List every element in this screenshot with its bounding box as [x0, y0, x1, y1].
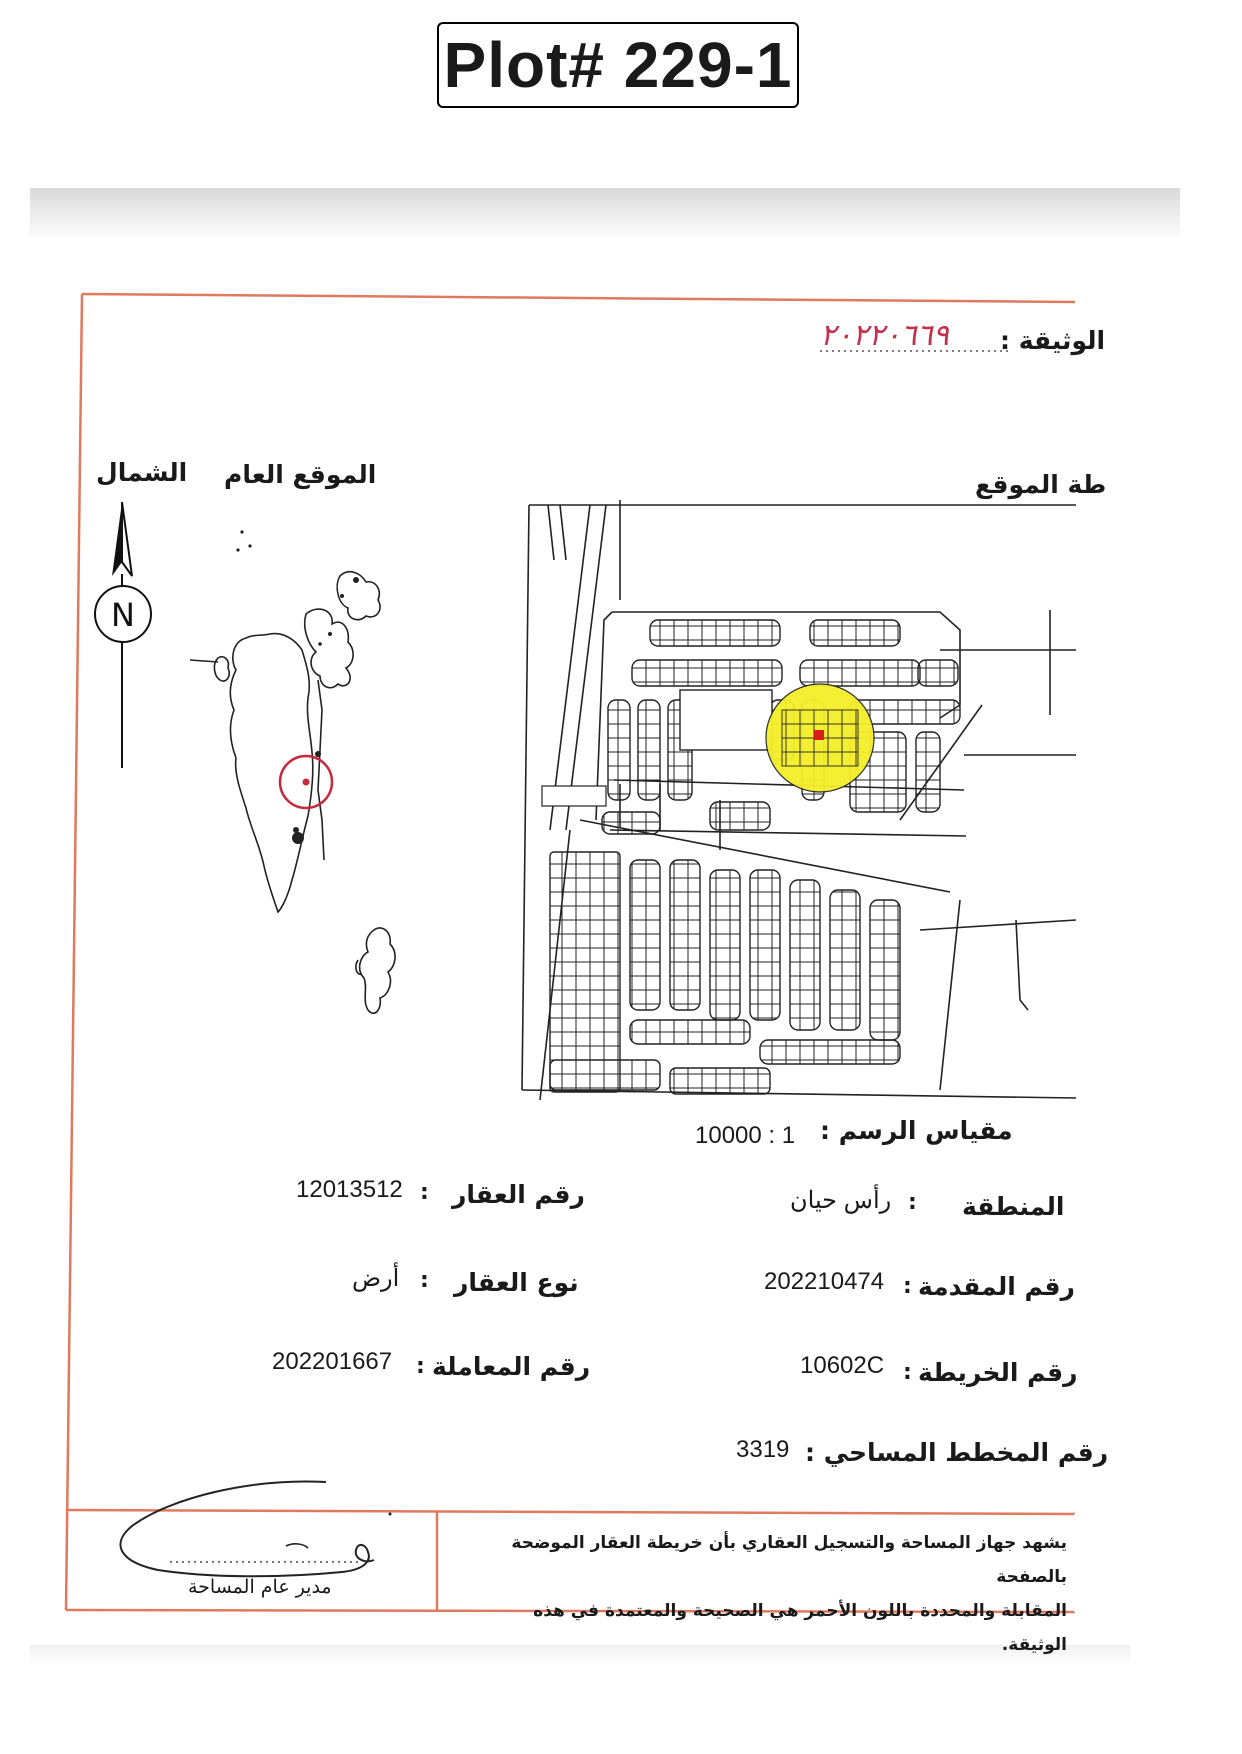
- signature-caption: مدير عام المساحة: [188, 1576, 332, 1598]
- transaction-number-label: رقم المعاملة: [432, 1352, 591, 1381]
- region-value: رأس حيان: [790, 1187, 892, 1214]
- general-location-label: الموقع العام: [224, 460, 377, 489]
- country-overview-map: [170, 520, 460, 1050]
- north-arrow-icon: [92, 498, 156, 770]
- property-number-label: رقم العقار: [452, 1180, 585, 1209]
- scale-value: 10000 : 1: [695, 1122, 796, 1149]
- doc-number-handwritten: ٢٠٢٢٠٦٦٩: [820, 318, 949, 353]
- property-type-value: أرض: [352, 1265, 400, 1292]
- property-number-value: 12013512: [296, 1176, 403, 1203]
- plot-title: Plot# 229-1: [437, 22, 799, 108]
- site-map-label: طة الموقع: [975, 470, 1107, 499]
- property-type-label: نوع العقار: [454, 1268, 579, 1297]
- region-label: المنطقة: [962, 1192, 1065, 1221]
- transaction-number-value: 202201667: [272, 1348, 393, 1375]
- map-number-label: رقم الخريطة: [918, 1358, 1078, 1387]
- parcel-marker: [814, 730, 824, 740]
- map-number-colon: :: [903, 1360, 912, 1385]
- certification-line-2: المقابلة والمحددة باللون الأحمر هي الصحيحة والمعتمدة في هذه الوثيقة.: [533, 1601, 1067, 1655]
- submission-number-colon: :: [903, 1274, 912, 1299]
- property-type-colon: :: [420, 1268, 429, 1293]
- site-map: [520, 500, 1076, 1100]
- map-number-value: 10602C: [800, 1352, 885, 1379]
- north-letter: N: [111, 596, 135, 634]
- region-colon: :: [908, 1190, 917, 1215]
- certification-text: [492, 1526, 1067, 1662]
- doc-number-dotted-line: [820, 348, 1010, 354]
- survey-plan-label: رقم المخطط المساحي :: [805, 1438, 1109, 1467]
- transaction-number-colon: :: [416, 1354, 425, 1379]
- property-number-colon: :: [420, 1180, 429, 1205]
- submission-number-label: رقم المقدمة: [918, 1272, 1075, 1301]
- submission-number-value: 202210474: [764, 1268, 885, 1295]
- signature-image: [110, 1478, 410, 1588]
- north-label: الشمال: [96, 458, 188, 487]
- scale-label: مقياس الرسم :: [820, 1116, 1013, 1145]
- survey-plan-value: 3319: [736, 1436, 790, 1463]
- certification-line-1: يشهد جهاز المساحة والتسجيل العقاري بأن خريطة العقار الموضحة بالصفحة: [511, 1533, 1067, 1587]
- doc-label: الوثيقة :: [1000, 326, 1106, 355]
